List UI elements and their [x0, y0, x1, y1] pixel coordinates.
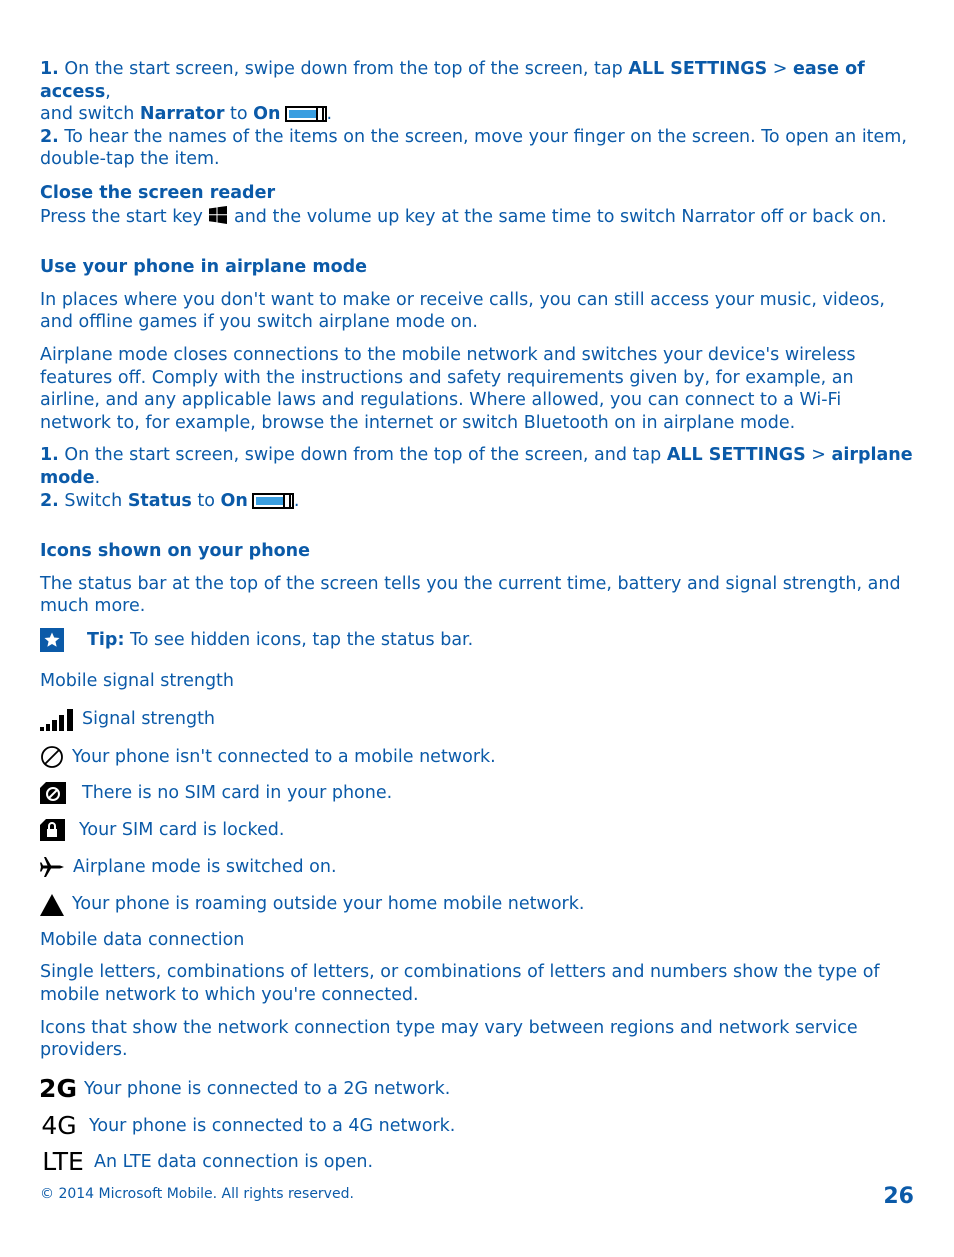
airplane-para-2: Airplane mode closes connections to the mobile network and switches your device's wireless features off. Comply with the instructions and safety requirements given by, for example, an airline, and any applicable laws and regulations. Where allowed, you can connect to a Wi-Fi network to, for example, browse the internet or switch Bluetooth on in airplane mode.	[40, 344, 856, 433]
4g-icon: 4G	[41, 1110, 77, 1140]
data-item: 2G Your phone is connected to a 2G network.	[39, 1073, 451, 1103]
narrator-step-1: 1. On the start screen, swipe down from the top of the screen, tap ALL SETTINGS > ease of access, and switch Narrator to On .	[40, 59, 865, 125]
star-tip-icon	[40, 628, 64, 652]
data-item: LTE An LTE data connection is open.	[40, 1149, 916, 1175]
windows-key-icon	[208, 205, 228, 225]
airplane-icon	[40, 855, 65, 879]
airplane-step-2: 2. Switch Status to On .	[40, 490, 300, 511]
close-reader-text: Press the start key and the volume up key at the same time to switch Narrator off or back on.	[40, 206, 887, 227]
signal-item: There is no SIM card in your phone.	[40, 782, 916, 805]
airplane-para-1: In places where you don't want to make or receive calls, you can still access your music, videos, and offline games if you switch airplane mode on.	[40, 289, 885, 333]
page-content	[40, 58, 916, 1175]
mobile-data-para-1: Single letters, combinations of letters, or combinations of letters and numbers show the type of mobile network to which you're connected.	[40, 962, 880, 1006]
signal-item: Your phone is roaming outside your home mobile network.	[40, 893, 916, 916]
roaming-icon	[40, 894, 64, 916]
airplane-title: Use your phone in airplane mode	[40, 257, 368, 278]
mobile-data-para-2: Icons that show the network connection type may vary between regions and network service providers.	[40, 1017, 858, 1061]
no-network-icon	[40, 745, 64, 769]
signal-item: Your phone isn't connected to a mobile network.	[40, 745, 916, 769]
tip: Tip: To see hidden icons, tap the status bar.	[40, 628, 916, 652]
signal-item: Your SIM card is locked.	[40, 819, 916, 842]
data-item: 4G Your phone is connected to a 4G network.	[41, 1110, 456, 1140]
signal-item: Signal strength	[40, 708, 916, 731]
signal-item: Airplane mode is switched on.	[40, 855, 916, 879]
mobile-data-heading: Mobile data connection	[40, 929, 245, 950]
icons-title: Icons shown on your phone	[40, 541, 311, 562]
signal-strength-icon	[40, 709, 74, 731]
2g-icon: 2G	[39, 1073, 77, 1103]
close-reader-title: Close the screen reader	[40, 182, 276, 203]
lte-icon: LTE	[42, 1146, 84, 1176]
toggle-on-icon	[285, 106, 327, 122]
toggle-on-icon	[252, 493, 294, 509]
copyright: © 2014 Microsoft Mobile. All rights reserved.	[40, 1186, 354, 1202]
narrator-step-2: 2. To hear the names of the items on the screen, move your finger on the screen. To open an item, double-tap the item.	[40, 126, 907, 170]
mobile-signal-heading: Mobile signal strength	[40, 670, 235, 691]
page-number: 26	[883, 1184, 914, 1209]
icons-para: The status bar at the top of the screen tells you the current time, battery and signal strength, and much more.	[40, 573, 901, 617]
no-sim-icon	[40, 782, 68, 804]
sim-locked-icon	[40, 819, 66, 841]
airplane-step-1: 1. On the start screen, swipe down from the top of the screen, and tap ALL SETTINGS > airplane mode.	[40, 445, 913, 488]
